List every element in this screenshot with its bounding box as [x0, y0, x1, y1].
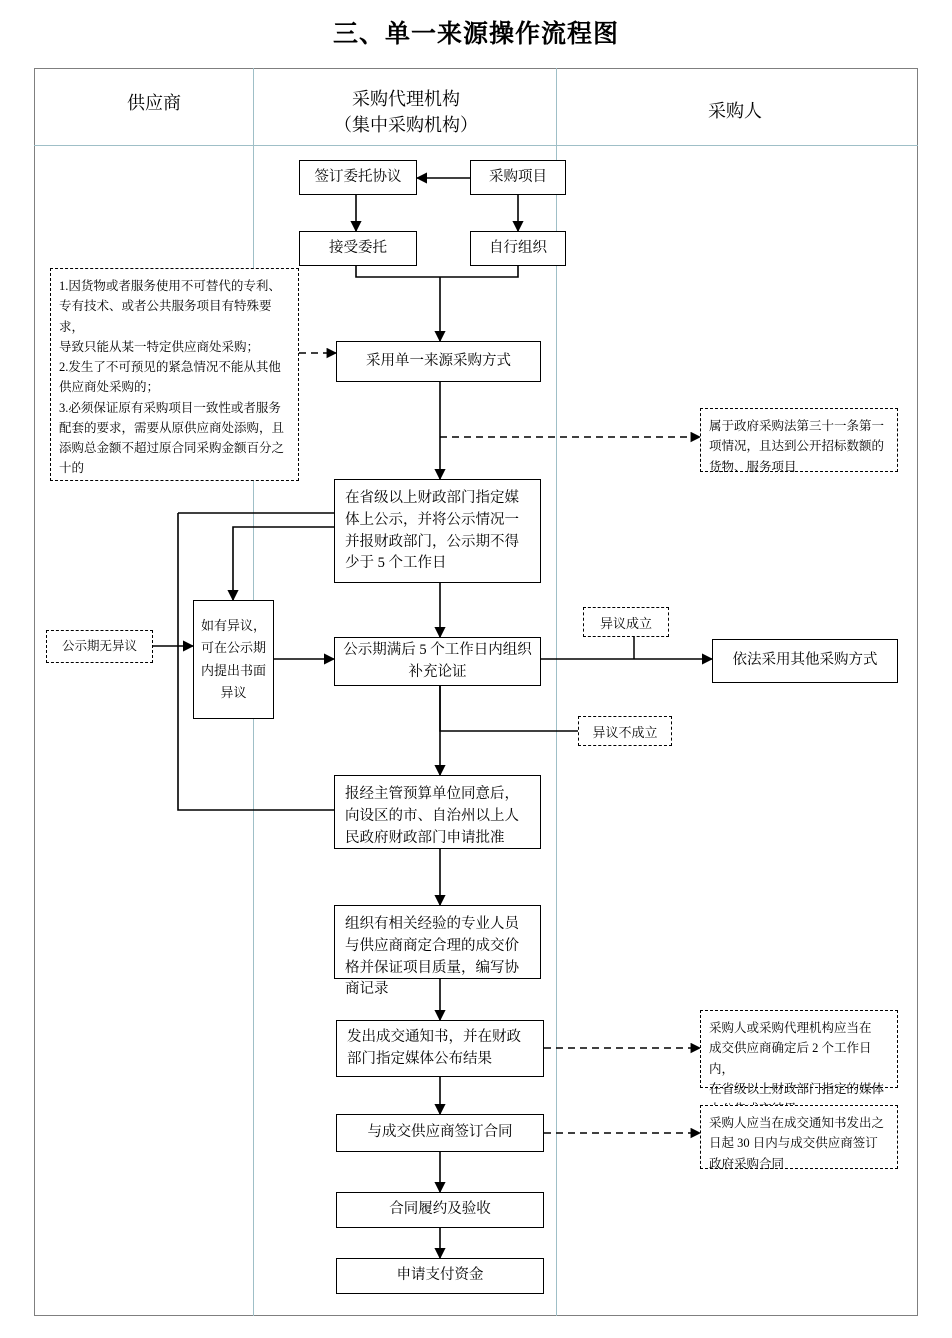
note-line: 十的	[59, 461, 85, 476]
node-approval[interactable]: 报经主管预算单位同意后，向设区的市、自治州以上人民政府财政部门申请批准	[334, 775, 541, 849]
note-line: 货物、服务项目	[709, 459, 797, 474]
note-line: 添购总金额不超过原合同采购金额百分之	[59, 441, 285, 455]
lane-title-agency-line2: （集中采购机构）	[334, 115, 478, 136]
node-accept-entrust[interactable]: 接受委托	[299, 231, 417, 266]
node-objection-box[interactable]: 如有异议，可在公示期内提出书面异议	[193, 600, 274, 719]
node-single-source-method[interactable]: 采用单一来源采购方式	[336, 341, 541, 382]
node-purchase-project[interactable]: 采购项目	[470, 160, 566, 195]
note-line: 采购人应当在成交通知书发出之	[709, 1116, 885, 1130]
note-line: 配套的要求，需要从原供应商处添购，且	[59, 420, 285, 435]
note-line: 日起 30 日内与成交供应商签订	[709, 1136, 878, 1151]
note-line: 专有技术、或者公共服务项目有特殊要求，	[59, 299, 272, 334]
note-line: 供应商处采购的；	[59, 380, 160, 395]
note-line: 属于政府采购法第三十一条第一	[709, 419, 885, 433]
node-negotiation[interactable]: 组织有相关经验的专业人员与供应商商定合理的成交价格并保证项目质量，编写协商记录	[334, 905, 541, 979]
node-after-publicity[interactable]: 公示期满后 5 个工作日内组织补充论证	[334, 637, 541, 686]
note-line: 3.必须保证原有采购项目一致性或者服务	[59, 400, 281, 415]
note-line: 项情况，且达到公开招标数额的	[709, 439, 885, 454]
note-line: 采购人或采购代理机构应当在	[709, 1021, 872, 1035]
lane-title-supplier: 供应商	[127, 93, 181, 113]
note-line: 1.因货物或者服务使用不可替代的专利、	[59, 279, 281, 293]
node-sign-entrust[interactable]: 签订委托协议	[299, 160, 417, 195]
note-line: 导致只能从某一特定供应商处采购；	[59, 339, 260, 354]
node-perform-accept[interactable]: 合同履约及验收	[336, 1192, 544, 1228]
node-apply-payment[interactable]: 申请支付资金	[336, 1258, 544, 1294]
node-notice[interactable]: 发出成交通知书，并在财政部门指定媒体公布结果	[336, 1020, 544, 1077]
note-line: 政府采购合同	[709, 1156, 785, 1171]
label-objection-valid: 异议成立	[583, 607, 669, 637]
note-single-source-conditions	[50, 268, 299, 481]
note-line: 2.发生了不可预见的紧急情况不能从其他	[59, 360, 281, 374]
note-result-announcement	[700, 1010, 898, 1096]
note-applicable-scope	[700, 408, 898, 472]
lane-header-divider	[34, 145, 918, 146]
label-objection-invalid: 异议不成立	[578, 716, 672, 746]
node-other-method[interactable]: 依法采用其他采购方式	[712, 639, 898, 683]
node-sign-contract[interactable]: 与成交供应商签订合同	[336, 1114, 544, 1152]
lane-title-purchaser: 采购人	[708, 101, 762, 121]
lane-title-agency-line1: 采购代理机构	[352, 89, 460, 109]
note-line: 在省级以上财政部门指定的媒体	[709, 1081, 885, 1096]
lane-title-agency	[262, 86, 550, 138]
note-contract-deadline	[700, 1105, 898, 1169]
note-line: 成交供应商确定后 2 个工作日内，	[709, 1041, 872, 1076]
page-title: 三、单一来源操作流程图	[332, 21, 619, 48]
note-no-objection: 公示期无异议	[46, 630, 153, 663]
node-self-organize[interactable]: 自行组织	[470, 231, 566, 266]
node-publicity[interactable]: 在省级以上财政部门指定媒体上公示，并将公示情况一并报财政部门，公示期不得少于 5 个工作日	[334, 479, 541, 583]
